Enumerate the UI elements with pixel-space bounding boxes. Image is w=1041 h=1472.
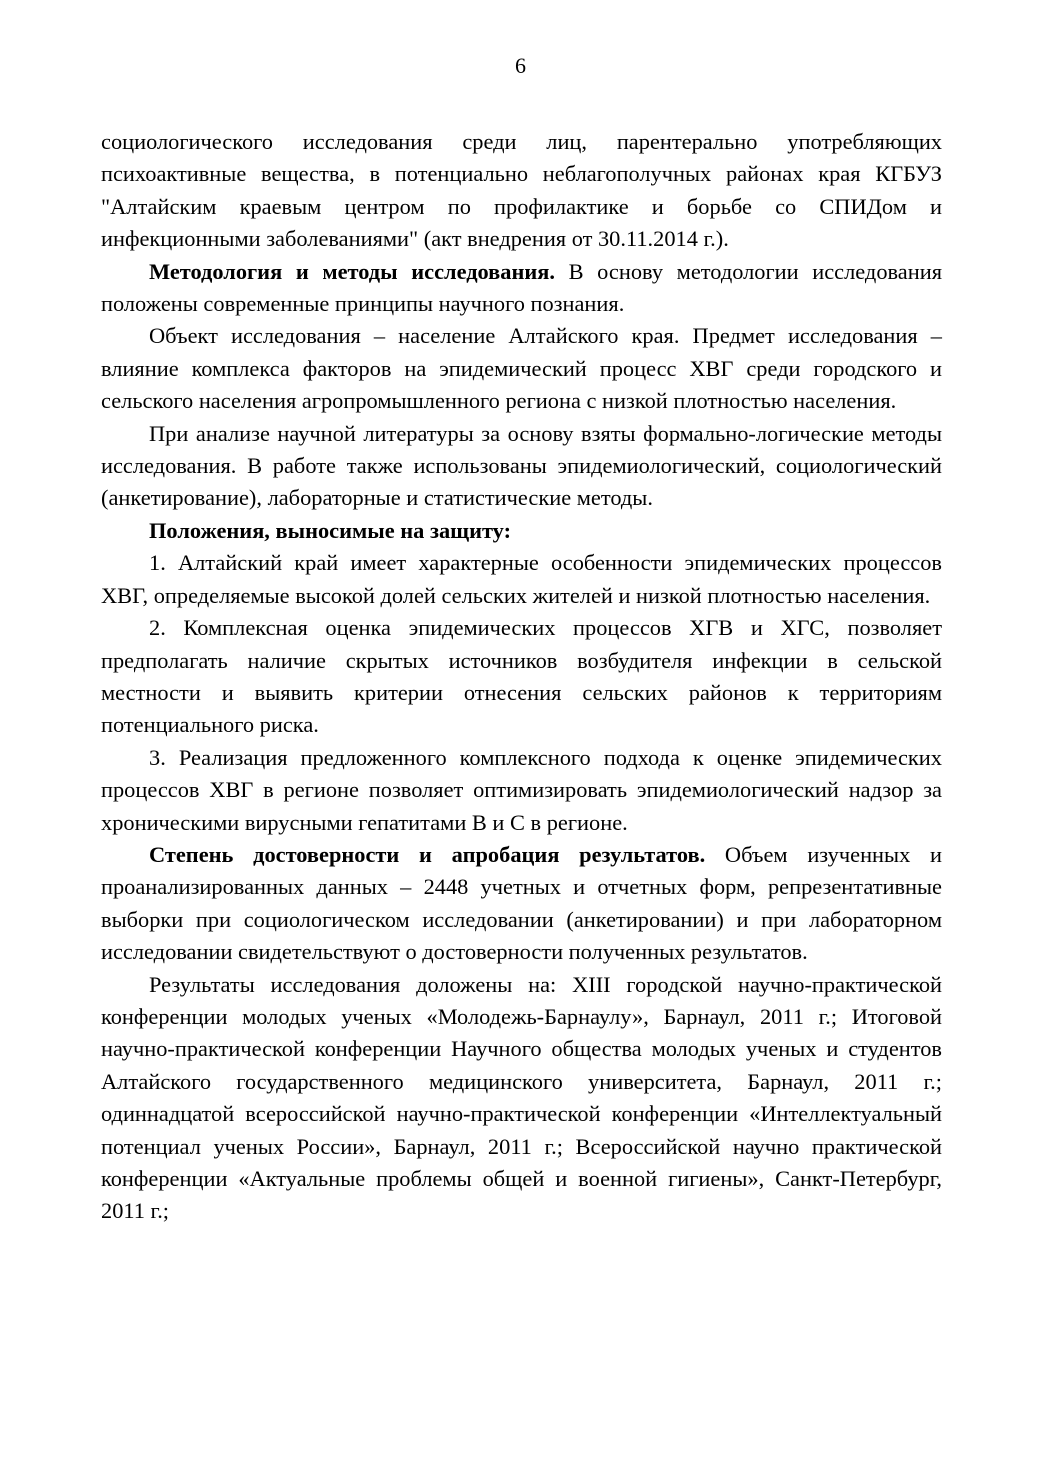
paragraph-reliability: [101, 839, 942, 969]
section-heading-reliability: Степень достоверности и апробация результатов.: [149, 841, 706, 867]
paragraph-text: 1. Алтайский край имеет характерные особенности эпидемических процессов ХВГ, определяемые высокой долей сельских жителей и низкой плотностью населения.: [101, 550, 942, 608]
section-heading-methodology: Методология и методы исследования.: [149, 258, 555, 284]
paragraph-text: Объем изученных и проанализированных данных – 2448 учетных и отчетных форм, репрезентативные выборки при социологическом исследовании (анкетировании) и при лабораторном исследовании свидетельствуют о достоверности полученных результатов.: [101, 841, 942, 965]
paragraph-provision-1: [101, 547, 942, 612]
paragraph-defense-provisions: [101, 515, 942, 547]
paragraph-text: 2. Комплексная оценка эпидемических процессов ХГВ и ХГС, позволяет предполагать наличие скрытых источников возбудителя инфекции в сельской местности и выявить критерии отнесения сельских районов к территориям потенциального риска.: [101, 615, 942, 738]
paragraph-provision-3: [101, 742, 942, 839]
paragraph-research-methods: [101, 418, 942, 515]
paragraph-text: социологического исследования среди лиц, парентерально употребляющих психоактивные вещества, в потенциально неблагополучных районах края КГБУЗ "Алтайским краевым центром по профилактике и борьбе со СПИДом и инфекционными заболеваниями" (акт внедрения от 30.11.2014 г.).: [101, 129, 942, 252]
paragraph-text: В основу методологии исследования положены современные принципы научного познания.: [101, 258, 942, 317]
paragraph-text: При анализе научной литературы за основу взяты формально-логические методы исследования. В работе также использованы эпидемиологический, социологический (анкетирование), лабораторные и статистические методы.: [101, 420, 942, 511]
paragraph-text: 3. Реализация предложенного комплексного подхода к оценке эпидемических процессов ХВГ в регионе позволяет оптимизировать эпидемиологический надзор за хроническими вирусными гепатитами В и С в регионе.: [101, 744, 942, 835]
document-body: [101, 126, 942, 1228]
paragraph-text: Результаты исследования доложены на: XIII городской научно-практической конференции молодых ученых «Молодежь-Барнаулу», Барнаул, 2011 г.; Итоговой научно-практической конференции Научного общества молодых ученых и студентов Алтайского государственного медицинского университета, Барнаул, 2011 г.; одиннадцатой всероссийской научно-практической конференции «Интеллектуальный потенциал ученых России», Барнаул, 2011 г.; Всероссийской научно практической конференции «Актуальные проблемы общей и военной гигиены», Санкт-Петербург, 2011 г.;: [101, 971, 942, 1224]
section-heading-defense-provisions: Положения, выносимые на защиту:: [149, 517, 512, 543]
paragraph-text: Объект исследования – население Алтайского края. Предмет исследования – влияние комплекса факторов на эпидемический процесс ХВГ среди городского и сельского населения агропромышленного региона с низкой плотностью населения.: [101, 323, 942, 414]
paragraph-implementation-continued: [101, 126, 942, 256]
paragraph-approbation: [101, 969, 942, 1228]
paragraph-methodology: [101, 256, 942, 321]
paragraph-provision-2: [101, 612, 942, 742]
paragraph-research-object: [101, 320, 942, 417]
page-number: 6: [515, 53, 526, 78]
